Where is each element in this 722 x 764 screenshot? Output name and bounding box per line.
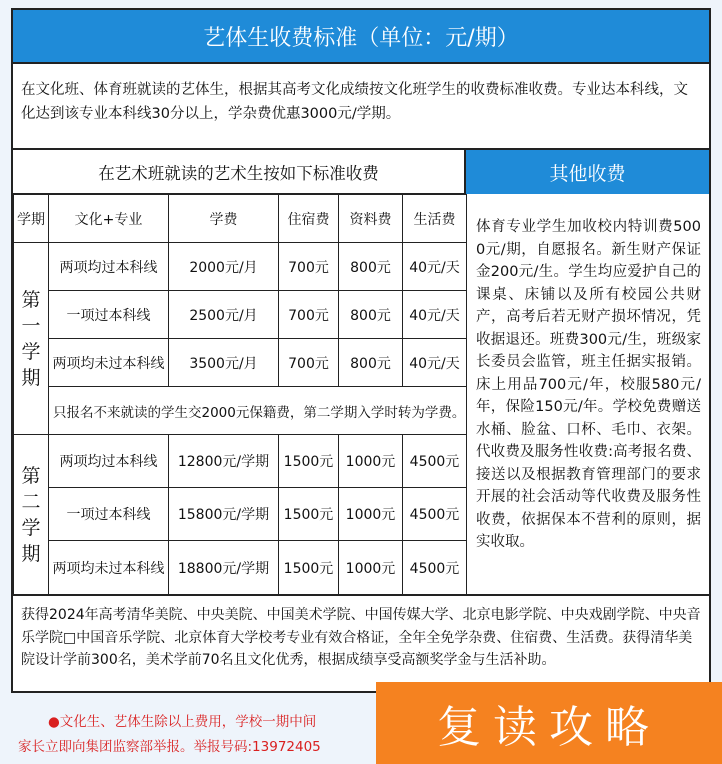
table-cell: 40元/天 xyxy=(403,339,467,387)
term2-label: 第 二 学 期 xyxy=(14,435,49,595)
table-cell: 一项过本科线 xyxy=(49,488,169,541)
table-cell: 15800元/学期 xyxy=(169,488,279,541)
table-header-row xyxy=(14,195,467,243)
footer-line-1: ●文化生、艺体生除以上费用，学校一期中间 xyxy=(48,714,317,730)
header-living: 生活费 xyxy=(403,195,467,243)
deposit-row xyxy=(14,387,467,435)
fee-table xyxy=(13,194,467,595)
table-cell: 两项均未过本科线 xyxy=(49,339,169,387)
table-cell: 800元 xyxy=(339,339,403,387)
fee-sheet xyxy=(11,8,711,693)
table-row xyxy=(14,291,467,339)
table-row xyxy=(14,541,467,595)
table-cell: 1000元 xyxy=(339,435,403,488)
art-class-heading: 在艺术班就读的艺术生按如下标准收费 xyxy=(13,150,466,194)
table-cell: 18800元/学期 xyxy=(169,541,279,595)
table-cell: 1000元 xyxy=(339,541,403,595)
other-fees-text: 体育专业学生加收校内特训费5000元/期，自愿报名。新生财产保证金200元/生。学生均应爱护自己的课桌、床铺以及所有校园公共财产，高考后若无财产损坏情况，凭收据退还。班费300元/生，班级家长委员会监管，班主任据实报销。床上用品700元/年，校服580元/年，保险150元/年。学校免费赠送水桶、脸盆、口杯、毛巾、衣架。代收费及服务性收费:高考报名费、接送以及根据教育管理部门的要求开展的社会活动等代收费及服务性收费，依据保本不营利的原则，据实收取。 xyxy=(476,219,701,550)
table-cell: 1500元 xyxy=(279,541,339,595)
table-row xyxy=(14,435,467,488)
other-fees-heading: 其他收费 xyxy=(466,150,709,194)
table-cell: 4500元 xyxy=(403,435,467,488)
table-cell: 2000元/月 xyxy=(169,243,279,291)
table-cell: 4500元 xyxy=(403,541,467,595)
table-cell: 800元 xyxy=(339,243,403,291)
awards-text: 获得2024年高考清华美院、中央美院、中国美术学院、中国传媒大学、北京电影学院、中央戏剧学院、中央音乐学院□中国音乐学院、北京体育大学校考专业有效合格证，全年全免学杂费、住宿费、生活费。获得清华美院设计学前300名，美术学前70名且文化优秀，根据成绩享受高额奖学金与生活补助。 xyxy=(13,594,709,691)
table-row xyxy=(14,488,467,541)
table-cell: 两项均过本科线 xyxy=(49,435,169,488)
header-tuition: 学费 xyxy=(169,195,279,243)
header-materials: 资料费 xyxy=(339,195,403,243)
table-cell: 1000元 xyxy=(339,488,403,541)
table-cell: 1500元 xyxy=(279,435,339,488)
watermark-stamp: 复读攻略 xyxy=(376,682,722,764)
header-category: 文化+专业 xyxy=(49,195,169,243)
term1-label: 第 一 学 期 xyxy=(14,243,49,435)
footer-line-2: 家长立即向集团监察部举报。举报号码:13972405 xyxy=(18,739,321,755)
table-cell: 40元/天 xyxy=(403,291,467,339)
deposit-note: 只报名不来就读的学生交2000元保籍费，第二学期入学时转为学费。 xyxy=(49,387,467,435)
page-title: 艺体生收费标准（单位：元/期） xyxy=(13,10,709,64)
header-term: 学期 xyxy=(14,195,49,243)
table-cell: 800元 xyxy=(339,291,403,339)
table-cell: 40元/天 xyxy=(403,243,467,291)
table-cell: 1500元 xyxy=(279,488,339,541)
table-cell: 一项过本科线 xyxy=(49,291,169,339)
table-cell: 4500元 xyxy=(403,488,467,541)
header-lodging: 住宿费 xyxy=(279,195,339,243)
table-row xyxy=(14,243,467,291)
intro-text: 在文化班、体育班就读的艺体生，根据其高考文化成绩按文化班学生的收费标准收费。专业达本科线，文化达到该专业本科线30分以上，学杂费优惠3000元/学期。 xyxy=(13,64,709,150)
table-cell: 2500元/月 xyxy=(169,291,279,339)
table-cell: 3500元/月 xyxy=(169,339,279,387)
table-cell: 12800元/学期 xyxy=(169,435,279,488)
table-cell: 两项均过本科线 xyxy=(49,243,169,291)
table-cell: 700元 xyxy=(279,291,339,339)
table-cell: 两项均未过本科线 xyxy=(49,541,169,595)
footer-notice xyxy=(18,710,418,760)
table-cell: 700元 xyxy=(279,243,339,291)
table-row xyxy=(14,339,467,387)
table-cell: 700元 xyxy=(279,339,339,387)
